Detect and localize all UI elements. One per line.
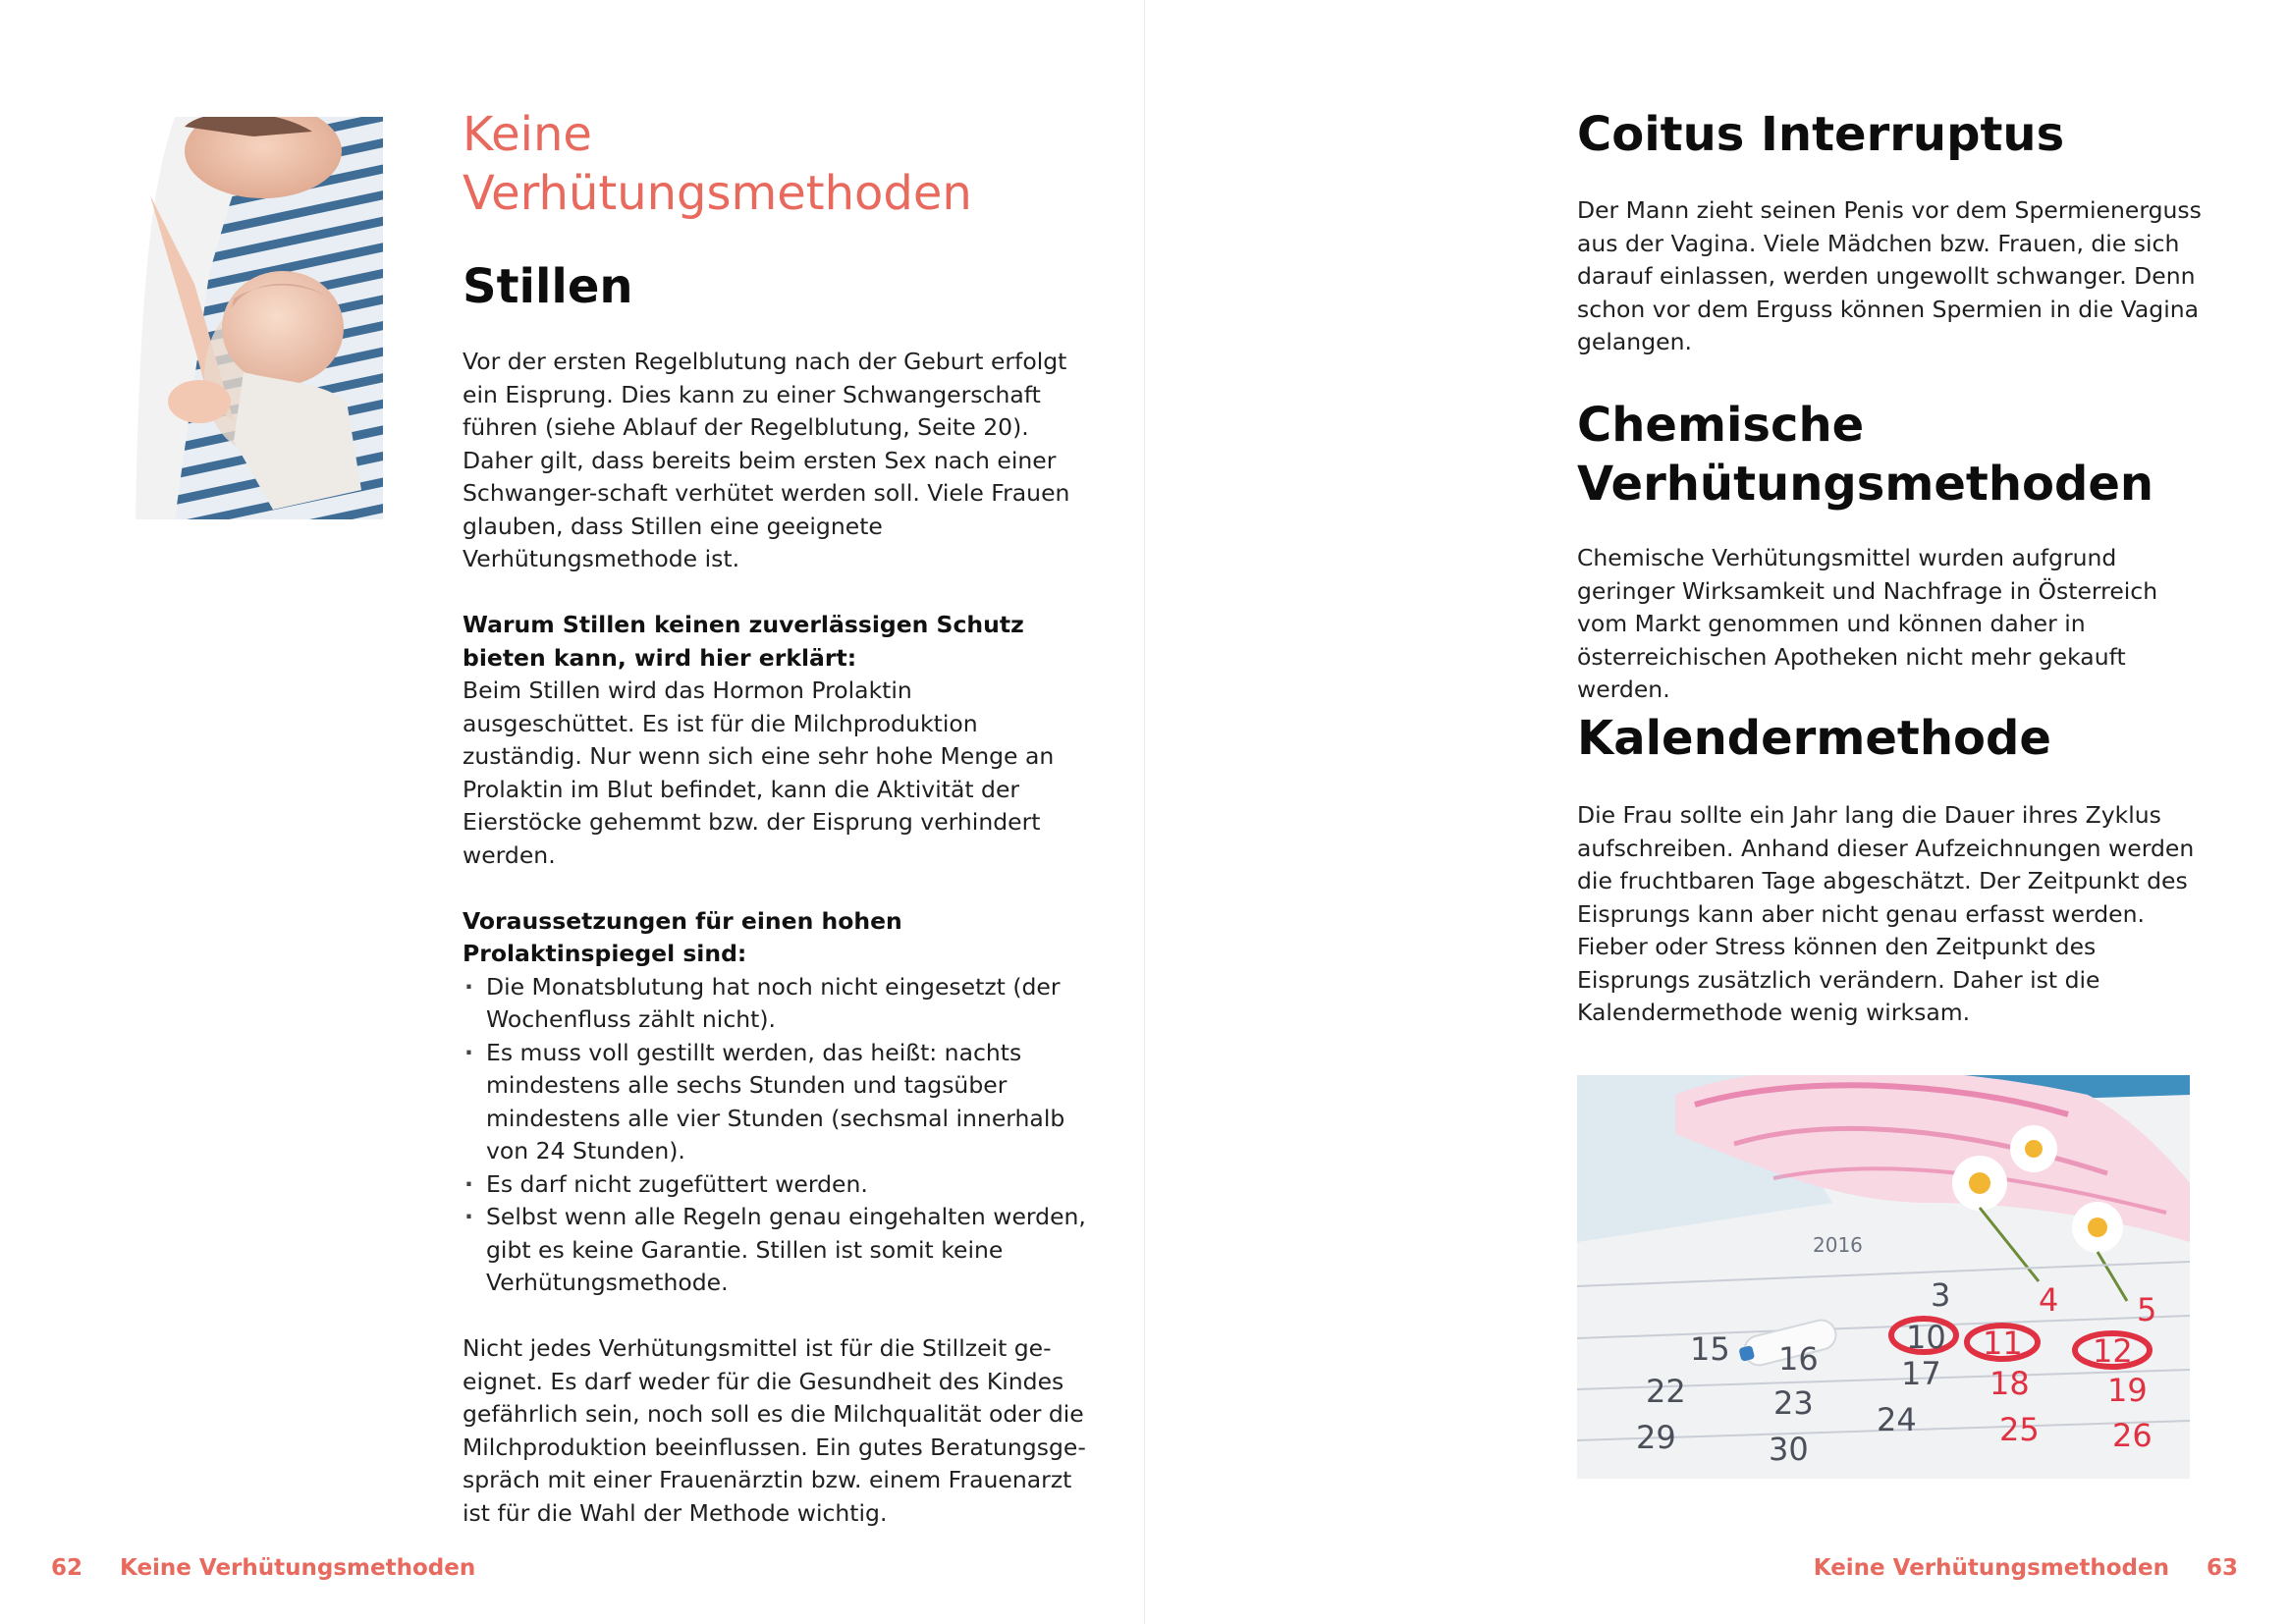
calendar-number: 12 — [2093, 1332, 2133, 1370]
page-number: 63 — [2206, 1555, 2238, 1581]
running-title: Keine Verhütungsmethoden — [120, 1555, 476, 1581]
chapter-title-line1: Keine — [463, 107, 592, 162]
chemische-paragraph: Chemische Verhütungsmittel wurden aufgrund geringer Wirksamkeit und Nachfrage in Österreich vom Markt genommen und können daher in österreichischen Apotheken nicht mehr gekauft werden. — [1577, 544, 2158, 703]
chemische-title-line2: Verhütungsmethoden — [1577, 457, 2154, 512]
section-title-kalender: Kalendermethode — [1577, 711, 2051, 766]
calendar-number: 30 — [1769, 1431, 1809, 1468]
calendar-number: 11 — [1983, 1325, 2023, 1362]
prereq-heading: Voraussetzungen für einen hohen Prolaktinspiegel sind: — [463, 906, 902, 967]
chemische-title-line1: Chemische — [1577, 398, 1865, 453]
calendar-number: 19 — [2107, 1372, 2148, 1409]
calendar-photo — [1577, 1075, 2190, 1479]
calendar-number: 15 — [1690, 1330, 1730, 1368]
calendar-number: 23 — [1773, 1384, 1814, 1422]
right-page — [1145, 0, 2289, 1624]
calendar-number: 18 — [1989, 1365, 2030, 1402]
chapter-title — [463, 105, 972, 223]
calendar-number: 29 — [1636, 1419, 1676, 1456]
list-item: · Selbst wenn alle Regeln genau eingehalten werden, gibt es keine Garantie. Stillen ist somit keine Verhütungsmethode. — [463, 1201, 1091, 1300]
calendar-number: 24 — [1877, 1401, 1917, 1438]
section-title-chemische — [1577, 396, 2153, 514]
intro-paragraph: Vor der ersten Regelblutung nach der Geburt erfolgt ein Eisprung. Dies kann zu einer Schwangerschaft führen (siehe Ablauf der Regelblutung, Seite 20). Daher gilt, dass bereits beim ersten Sex nach einer Schwanger-schaft verhütet werden soll. Viele Frauen glauben, dass Stillen eine geeignete Verhütungsmethode ist. — [463, 348, 1070, 572]
page-number: 62 — [51, 1555, 83, 1581]
running-title: Keine Verhütungsmethoden — [1813, 1555, 2169, 1581]
left-page — [0, 0, 1144, 1624]
list-item: · Es darf nicht zugefüttert werden. — [463, 1168, 1091, 1202]
chapter-title-line2: Verhütungsmethoden — [463, 166, 972, 221]
page-footer-left — [51, 1553, 475, 1583]
calendar-number: 16 — [1778, 1340, 1819, 1378]
list-item: · Die Monatsblutung hat noch nicht eingesetzt (der Wochenfluss zählt nicht). — [463, 971, 1091, 1037]
calendar-number: 5 — [2137, 1291, 2157, 1328]
breastfeeding-photo — [116, 117, 383, 519]
calendar-number: 10 — [1906, 1319, 1946, 1356]
calendar-number: 25 — [1999, 1411, 2040, 1448]
calendar-number: 17 — [1901, 1355, 1941, 1392]
section-title-coitus: Coitus Interruptus — [1577, 107, 2065, 162]
calendar-number: 4 — [2039, 1281, 2059, 1319]
calendar-number: 22 — [1646, 1373, 1686, 1410]
prereq-list — [463, 971, 1091, 1300]
coitus-paragraph: Der Mann zieht seinen Penis vor dem Spermienerguss aus der Vagina. Viele Mädchen bzw. Frauen, die sich darauf einlassen, werden ungewollt schwanger. Denn schon vor dem Erguss können Spermien in die Vagina gelangen. — [1577, 196, 2202, 355]
section-title-stillen: Stillen — [463, 259, 633, 314]
calendar-number: 26 — [2112, 1417, 2153, 1454]
question-paragraph: Beim Stillen wird das Hormon Prolaktin ausgeschüttet. Es ist für die Milchproduktion zuständig. Nur wenn sich eine sehr hohe Menge an Prolaktin im Blut befindet, kann die Aktivität der Eierstöcke gehemmt bzw. der Eisprung verhindert werden. — [463, 677, 1055, 869]
question-heading: Warum Stillen keinen zuverlässigen Schutz bieten kann, wird hier erklärt: — [463, 611, 1024, 672]
page-footer-right — [1814, 1553, 2238, 1583]
calendar-year: 2016 — [1813, 1233, 1863, 1257]
calendar-number: 3 — [1931, 1276, 1951, 1314]
list-item: · Es muss voll gestillt werden, das heißt: nachts mindestens alle sechs Stunden und tagsüber mindestens alle vier Stunden (sechsmal innerhalb von 24 Stunden). — [463, 1037, 1091, 1168]
kalender-paragraph: Die Frau sollte ein Jahr lang die Dauer ihres Zyklus aufschreiben. Anhand dieser Aufzeichnungen werden die fruchtbaren Tage abgeschätzt. Der Zeitpunkt des Eisprungs kann aber nicht genau erfasst werden. Fieber oder Stress können den Zeitpunkt des Eisprungs zusätzlich verändern. Daher ist die Kalendermethode wenig wirksam. — [1577, 801, 2195, 1026]
closing-paragraph: Nicht jedes Verhütungsmittel ist für die Stillzeit ge-eignet. Es darf weder für die Gesundheit des Kindes gefährlich sein, noch soll es die Milchqualität oder die Milchproduktion beeinflussen. Ein gutes Beratungsge-spräch mit einer Frauenärztin bzw. einem Frauenarzt ist für die Wahl der Methode wichtig. — [463, 1334, 1086, 1527]
left-body — [463, 346, 1091, 1530]
